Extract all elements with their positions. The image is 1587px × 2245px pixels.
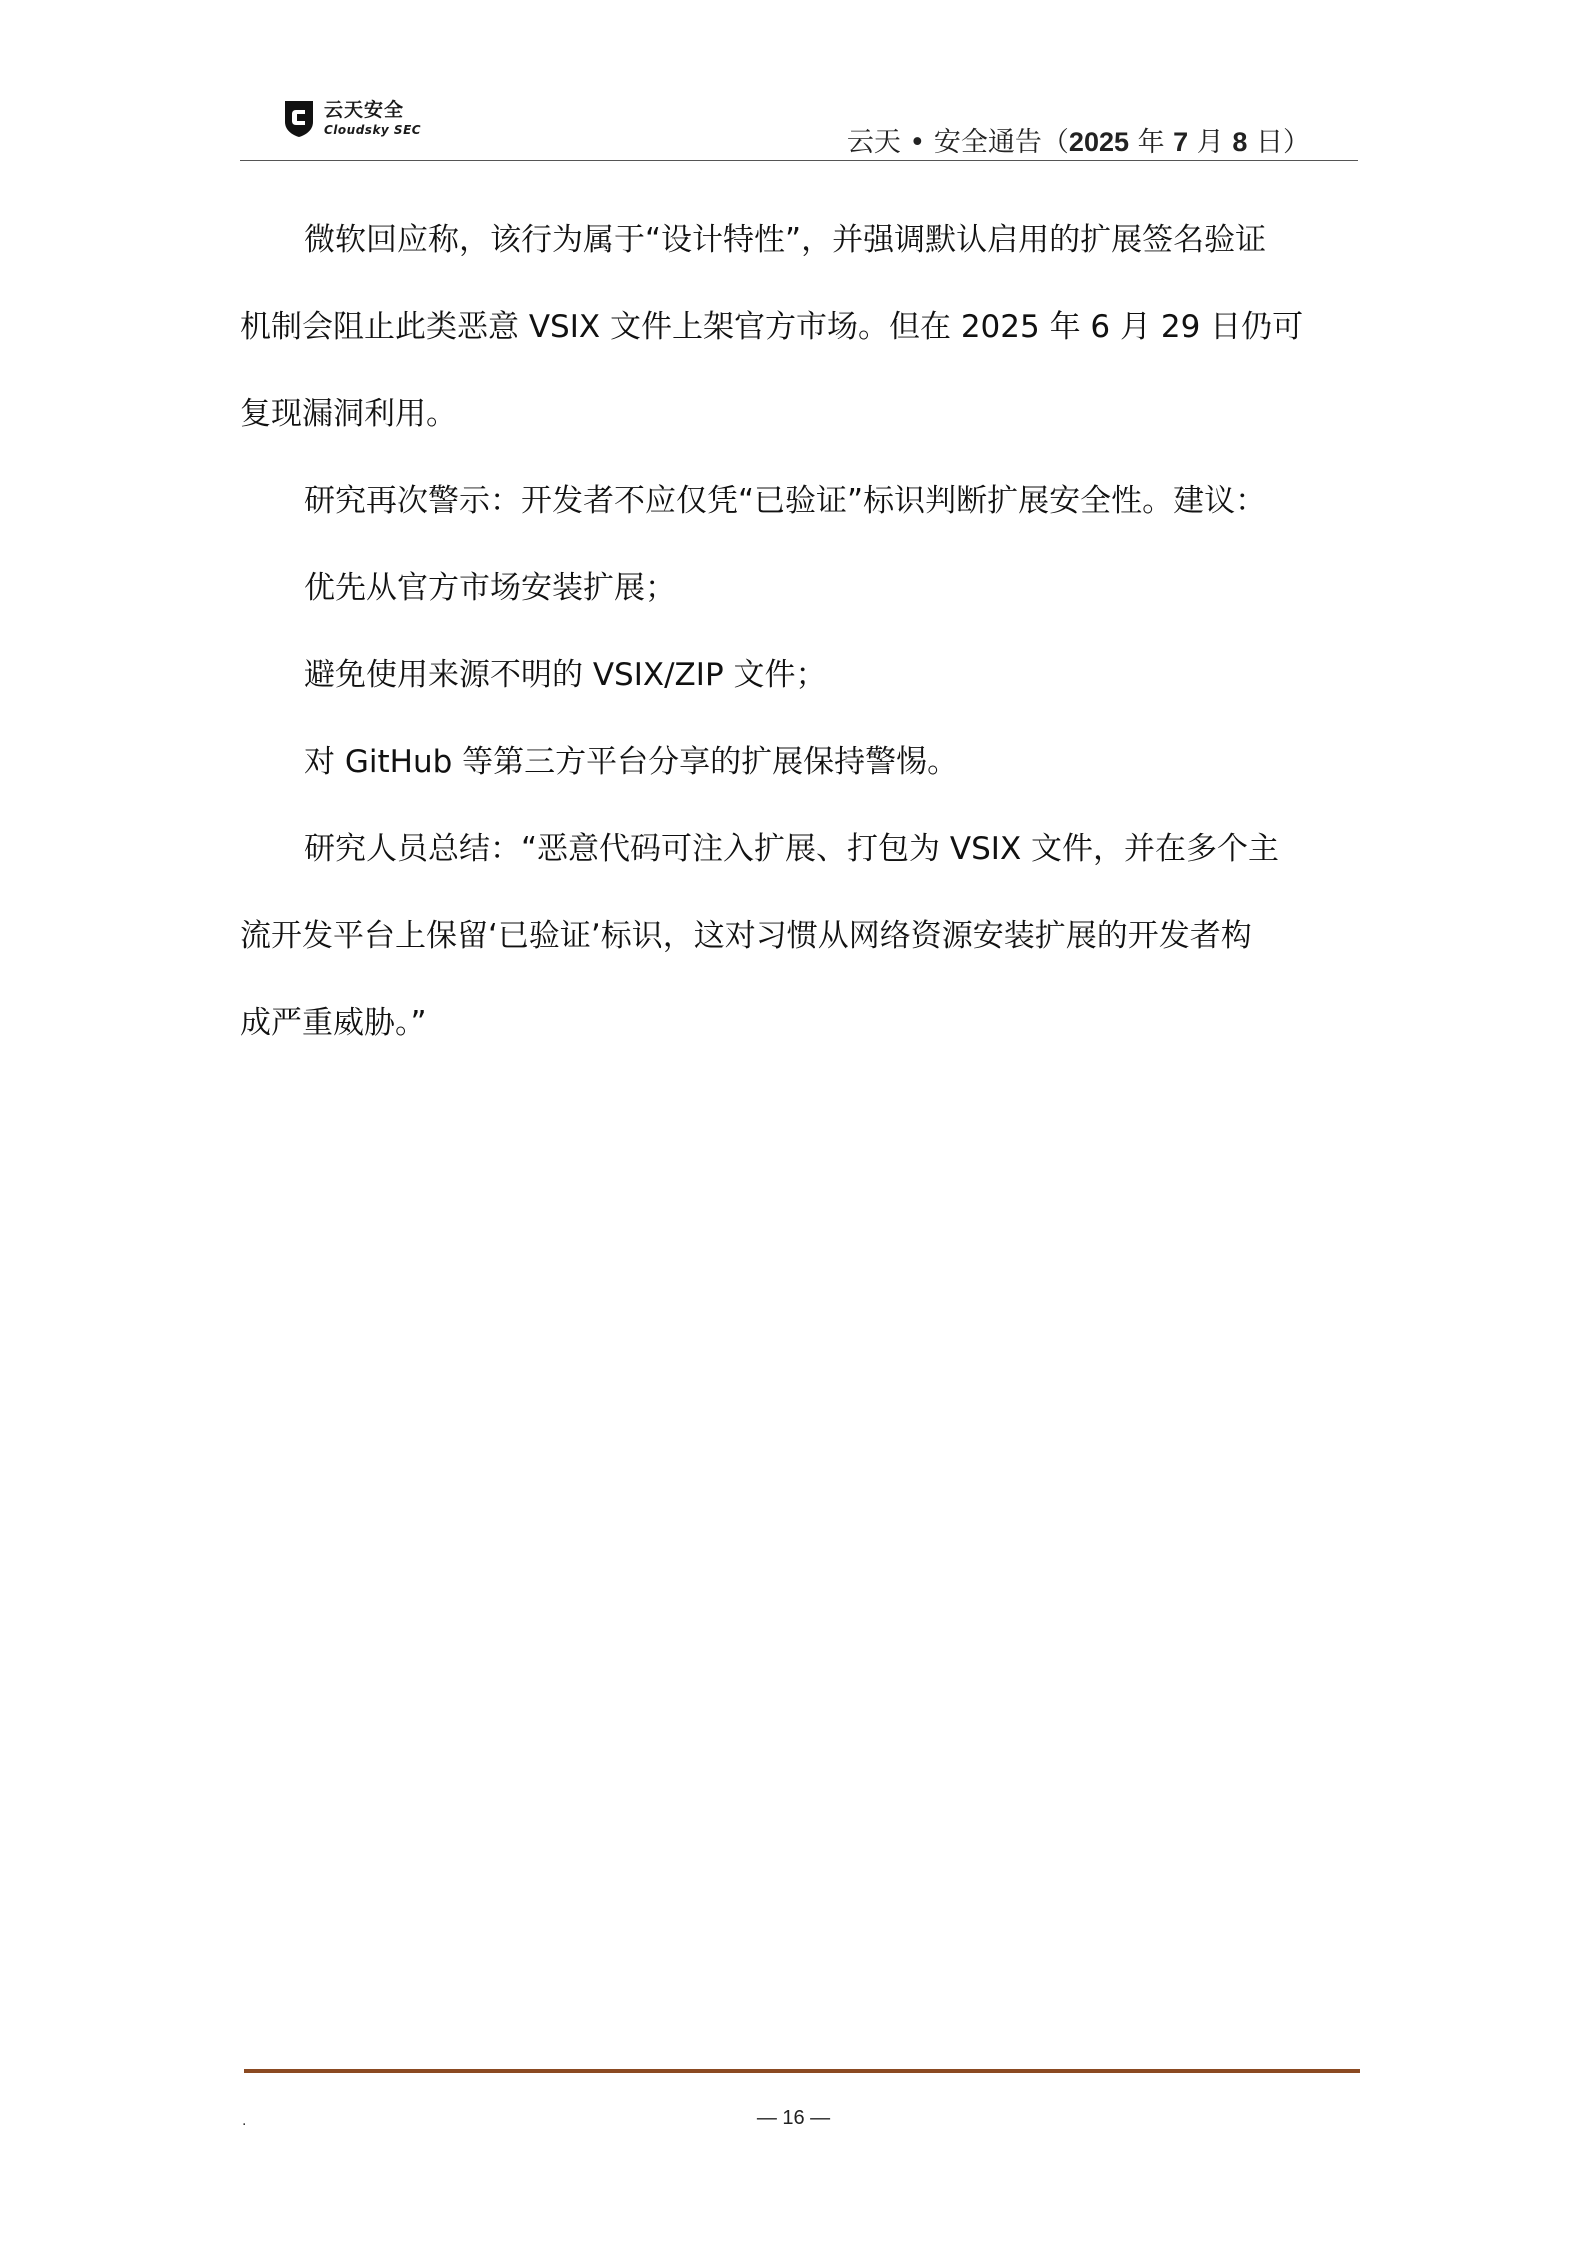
page-number: — 16 —: [756, 2107, 831, 2129]
title-year-unit: 年: [1129, 127, 1174, 158]
body-line: 研究再次警示：开发者不应仅凭“已验证”标识判断扩展安全性。建议：: [304, 483, 1267, 519]
bulletin-title: [847, 120, 1310, 159]
body-line: 成严重威胁。”: [240, 1005, 427, 1041]
title-day: 8: [1232, 127, 1248, 157]
title-prefix: 云天 • 安全通告（: [846, 127, 1069, 158]
footer-divider: [244, 2069, 1360, 2073]
body-line: 避免使用来源不明的 VSIX/ZIP 文件；: [304, 657, 827, 693]
body-line: 优先从官方市场安装扩展；: [304, 570, 676, 606]
body-line: 流开发平台上保留‘已验证’标识，这对习惯从网络资源安装扩展的开发者构: [240, 918, 1252, 954]
body-line: 复现漏洞利用。: [240, 396, 457, 432]
header-divider: [240, 160, 1358, 161]
title-month-unit: 月: [1188, 127, 1233, 158]
body-line: 微软回应称，该行为属于“设计特性”，并强调默认启用的扩展签名验证: [304, 222, 1267, 258]
footer-dot: .: [242, 2112, 247, 2129]
logo-chinese-name: 云天安全: [324, 98, 405, 121]
shield-c-icon: [282, 98, 316, 138]
body-line: 机制会阻止此类恶意 VSIX 文件上架官方市场。但在 2025 年 6 月 29 日仍可: [240, 309, 1304, 345]
page-header: [240, 92, 1358, 162]
title-month: 7: [1173, 127, 1189, 157]
logo-english-name: Cloudsky SEC: [324, 122, 422, 137]
title-year: 2025: [1068, 127, 1129, 157]
body-line: 对 GitHub 等第三方平台分享的扩展保持警惕。: [304, 744, 959, 780]
body-line: 研究人员总结：“恶意代码可注入扩展、打包为 VSIX 文件，并在多个主: [304, 831, 1280, 867]
title-day-unit: 日）: [1247, 127, 1310, 158]
company-logo: [282, 98, 421, 138]
